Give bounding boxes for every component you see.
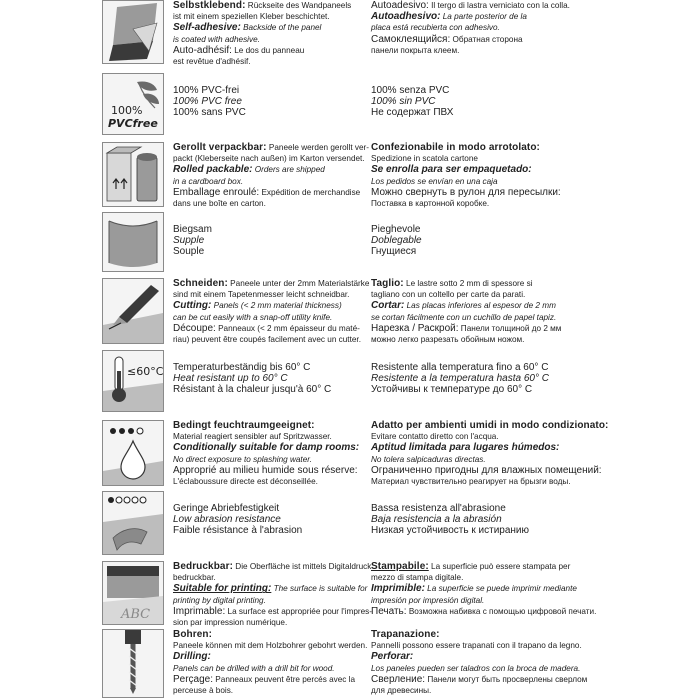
line-lead: Trapanazione: bbox=[371, 629, 440, 640]
line-lead: 100% senza PVC bbox=[371, 85, 450, 96]
text-line bbox=[173, 334, 361, 345]
text-line bbox=[371, 312, 586, 323]
abrasion-icon bbox=[102, 491, 164, 555]
text-line bbox=[173, 312, 358, 323]
line-rest: The surface is suitable for bbox=[271, 584, 368, 594]
line-lead: No direct exposure to splashing water. bbox=[173, 454, 312, 464]
line-lead: Selbstklebend: bbox=[173, 0, 246, 11]
line-lead: perceuse à bois. bbox=[173, 686, 234, 696]
section-0-right bbox=[371, 0, 586, 56]
text-line bbox=[173, 56, 358, 67]
line-lead: 100% sans PVC bbox=[173, 107, 246, 119]
property-row-drilling bbox=[0, 629, 696, 696]
text-line bbox=[371, 300, 586, 311]
line-lead: Bassa resistenza all'abrasione bbox=[371, 503, 506, 514]
property-row-self-adhesive bbox=[0, 0, 696, 66]
text-line bbox=[371, 142, 586, 153]
line-rest: Paneele unter der 2mm Materialstärke bbox=[227, 279, 370, 288]
supple-icon bbox=[102, 212, 164, 272]
line-rest: Панели толщиной до 2 мм bbox=[458, 323, 562, 333]
line-lead: Поставка в картонной коробке. bbox=[371, 199, 490, 209]
line-lead: placa está recubierta con adhesivo. bbox=[371, 23, 500, 33]
text-line bbox=[371, 373, 586, 384]
text-line bbox=[371, 164, 586, 175]
text-line bbox=[173, 186, 361, 198]
line-lead: Evitare contatto diretto con l'acqua. bbox=[371, 432, 499, 442]
line-rest: Expédition de merchandise bbox=[259, 187, 361, 197]
text-line bbox=[371, 278, 586, 289]
line-lead: Souple bbox=[173, 246, 205, 258]
section-8-left bbox=[173, 561, 372, 628]
section-3-right bbox=[371, 224, 586, 258]
text-line bbox=[371, 420, 609, 431]
text-line bbox=[371, 640, 586, 651]
text-line bbox=[371, 289, 586, 300]
section-9-left bbox=[173, 629, 368, 696]
text-line bbox=[371, 246, 586, 257]
text-line bbox=[173, 11, 358, 22]
text-line bbox=[173, 323, 358, 334]
line-lead: can be cut easily with a snap-off utility knife. bbox=[173, 312, 333, 322]
line-lead: Rolled packable: bbox=[173, 164, 253, 176]
text-line bbox=[173, 278, 370, 289]
text-line bbox=[371, 224, 586, 235]
drilling-icon bbox=[102, 629, 164, 698]
line-lead: Geringe Abriebfestigkeit bbox=[173, 503, 280, 514]
text-line bbox=[371, 11, 586, 22]
text-line bbox=[371, 454, 586, 465]
line-rest: La parte posterior de la bbox=[440, 12, 527, 22]
line-rest: Panneaux peuvent être percés avec la bbox=[213, 674, 356, 684]
line-lead: Temperaturbeständig bis 60° C bbox=[173, 362, 311, 373]
line-lead: Сверление: bbox=[371, 673, 426, 685]
line-lead: No tolera salpicaduras directas. bbox=[371, 454, 486, 464]
line-lead: Cortar: bbox=[371, 300, 405, 312]
text-line bbox=[371, 503, 586, 514]
line-lead: L'éclaboussure directe est déconseillée. bbox=[173, 477, 318, 487]
section-3-left bbox=[173, 224, 358, 258]
section-2-right bbox=[371, 142, 586, 209]
line-lead: Не содержат ПВХ bbox=[371, 107, 454, 119]
line-rest: Paneele werden gerollt ver- bbox=[266, 143, 370, 152]
text-line bbox=[371, 22, 586, 33]
line-rest: Панели могут быть просверлены сверлом bbox=[425, 674, 588, 684]
text-line bbox=[173, 300, 358, 311]
text-line bbox=[371, 176, 586, 187]
line-lead: se cortan fácilmente con un cuchillo de papel tapiz. bbox=[371, 312, 557, 322]
text-line bbox=[173, 674, 358, 685]
line-lead: можно легко разрезать обойным ножом. bbox=[371, 335, 525, 345]
line-lead: riau) peuvent être coupés facilement avec un cutter. bbox=[173, 335, 361, 345]
section-6-right bbox=[371, 420, 609, 487]
line-lead: est revêtue d'adhésif. bbox=[173, 57, 251, 67]
text-line bbox=[173, 164, 358, 175]
section-0-left bbox=[173, 0, 358, 67]
text-line bbox=[173, 605, 372, 617]
line-lead: Самоклеящийся: bbox=[371, 33, 451, 45]
line-lead: Material reagiert sensibler auf Spritzwasser. bbox=[173, 432, 332, 442]
text-line bbox=[173, 442, 358, 453]
line-lead: Stampabile: bbox=[371, 561, 429, 572]
line-lead: Perforar: bbox=[371, 651, 414, 663]
line-lead: in a cardboard box. bbox=[173, 176, 244, 186]
text-line bbox=[371, 198, 586, 209]
line-lead: Pannelli possono essere trapanati con il trapano da legno. bbox=[371, 641, 582, 651]
property-row-printing bbox=[0, 561, 696, 627]
line-lead: Panels can be drilled with a drill bit for wood. bbox=[173, 663, 335, 673]
line-rest: Rückseite des Wandpaneels bbox=[245, 1, 352, 10]
text-line bbox=[173, 651, 358, 662]
line-lead: панели покрыта клеем. bbox=[371, 45, 460, 55]
text-line bbox=[173, 34, 358, 45]
text-line bbox=[173, 514, 358, 525]
line-lead: Adatto per ambienti umidi in modo condizionato: bbox=[371, 420, 609, 431]
line-lead: Pieghevole bbox=[371, 224, 421, 235]
text-line bbox=[173, 235, 358, 246]
text-line bbox=[173, 153, 365, 164]
line-lead: Résistant à la chaleur jusqu'à 60° C bbox=[173, 384, 332, 396]
text-line bbox=[371, 107, 586, 118]
text-line bbox=[371, 442, 586, 453]
line-lead: Bedingt feuchtraumgeeignet: bbox=[173, 420, 315, 431]
line-rest: Il tergo di lastra verniciato con la colla. bbox=[428, 1, 570, 10]
property-row-pvc-free bbox=[0, 73, 696, 137]
line-lead: ist mit einem speziellen Kleber beschichtet. bbox=[173, 12, 330, 22]
line-rest: Panels (< 2 mm material thickness) bbox=[211, 301, 342, 311]
temperature-label: ≤60°C bbox=[127, 365, 164, 378]
line-lead: Paneele können mit dem Holzbohrer gebohrt werden. bbox=[173, 641, 368, 651]
text-line bbox=[173, 583, 368, 595]
line-lead: Schneiden: bbox=[173, 278, 228, 289]
text-line bbox=[173, 362, 358, 373]
property-row-abrasion bbox=[0, 491, 696, 557]
property-row-temperature bbox=[0, 350, 696, 414]
line-lead: Autoadesivo: bbox=[371, 0, 429, 11]
line-lead: printing by digital printing. bbox=[173, 595, 266, 605]
section-7-left bbox=[173, 503, 358, 537]
line-lead: Self-adhesive: bbox=[173, 22, 241, 34]
text-line bbox=[173, 640, 368, 651]
section-4-left bbox=[173, 278, 370, 345]
line-lead: Ограниченно пригодны для влажных помещений: bbox=[371, 464, 602, 476]
text-line bbox=[371, 431, 586, 442]
text-line bbox=[371, 96, 586, 107]
text-line bbox=[173, 503, 358, 514]
section-7-right bbox=[371, 503, 586, 537]
line-lead: 100% PVC-frei bbox=[173, 85, 240, 96]
text-line bbox=[173, 289, 358, 300]
text-line bbox=[173, 384, 358, 395]
line-lead: Emballage enroulé: bbox=[173, 186, 260, 198]
line-lead: sion par impression numérique. bbox=[173, 618, 288, 628]
text-line bbox=[173, 198, 358, 209]
section-6-left bbox=[173, 420, 358, 487]
text-line bbox=[173, 431, 358, 442]
line-lead: packt (Kleberseite nach außen) im Karton versendet. bbox=[173, 154, 365, 164]
text-line bbox=[173, 45, 358, 56]
text-line bbox=[371, 561, 586, 572]
text-line bbox=[173, 373, 358, 384]
rolled-packable-icon bbox=[102, 142, 164, 207]
line-lead: is coated with adhesive. bbox=[173, 34, 260, 44]
line-lead: Biegsam bbox=[173, 224, 212, 235]
line-rest: Backside of the panel bbox=[240, 23, 322, 33]
text-line bbox=[371, 674, 586, 685]
line-lead: Bohren: bbox=[173, 629, 213, 640]
line-lead: Découpe: bbox=[173, 322, 216, 334]
line-lead: impresión por impresión digital. bbox=[371, 595, 485, 605]
text-line bbox=[173, 561, 372, 572]
line-lead: Autoadhesivo: bbox=[371, 11, 441, 23]
line-rest: Возможна набивка с помощью цифровой печати. bbox=[406, 606, 597, 616]
text-line bbox=[173, 454, 358, 465]
text-line bbox=[371, 476, 586, 487]
cutting-icon bbox=[102, 278, 164, 344]
line-rest: La surface est appropriée pour l'impres- bbox=[225, 606, 372, 616]
pvc-top-label: 100% bbox=[111, 104, 143, 117]
line-lead: Материал чувствительно реагирует на брызги воды. bbox=[371, 477, 571, 487]
line-lead: Gerollt verpackbar: bbox=[173, 142, 267, 153]
text-line bbox=[371, 0, 586, 11]
line-rest: Обратная сторона bbox=[450, 34, 523, 44]
line-lead: Suitable for printing: bbox=[173, 583, 272, 595]
line-rest: Panneaux (< 2 mm épaisseur du maté- bbox=[215, 323, 360, 333]
line-lead: Los pedidos se envían en una caja bbox=[371, 176, 498, 186]
text-line bbox=[173, 465, 358, 476]
pvc-free-icon bbox=[102, 73, 164, 135]
line-lead: Baja resistencia a la abrasión bbox=[371, 514, 502, 526]
section-5-right bbox=[371, 362, 586, 396]
text-line bbox=[371, 525, 586, 536]
line-lead: tagliano con un coltello per carte da parati. bbox=[371, 290, 526, 300]
section-1-left bbox=[173, 85, 358, 119]
text-line bbox=[173, 224, 358, 235]
text-line bbox=[173, 420, 358, 431]
text-line bbox=[173, 96, 358, 107]
text-line bbox=[371, 514, 586, 525]
line-lead: Los paneles pueden ser taladros con la broca de madera. bbox=[371, 663, 581, 673]
line-rest: Die Oberfläche ist mittels Digitaldruck bbox=[233, 562, 372, 571]
text-line bbox=[173, 617, 358, 628]
line-lead: Se enrolla para ser empaquetado: bbox=[371, 164, 532, 176]
text-line bbox=[371, 362, 586, 373]
text-line bbox=[173, 107, 358, 118]
line-lead: Heat resistant up to 60° C bbox=[173, 373, 288, 385]
printing-sample-text: ABC bbox=[121, 607, 151, 622]
text-line bbox=[371, 45, 586, 56]
text-line bbox=[371, 187, 586, 198]
property-row-rolled-packable bbox=[0, 142, 696, 207]
text-line bbox=[173, 629, 358, 640]
text-line bbox=[173, 85, 358, 96]
text-line bbox=[173, 663, 358, 674]
temperature-icon bbox=[102, 350, 164, 412]
text-line bbox=[371, 595, 586, 606]
section-2-left bbox=[173, 142, 370, 209]
text-line bbox=[371, 583, 586, 594]
text-line bbox=[173, 476, 358, 487]
line-lead: Drilling: bbox=[173, 651, 211, 663]
text-line bbox=[173, 572, 358, 583]
text-line bbox=[173, 176, 358, 187]
line-lead: Supple bbox=[173, 235, 205, 247]
line-lead: bedruckbar. bbox=[173, 573, 216, 583]
text-line bbox=[173, 595, 358, 606]
line-rest: Orders are shipped bbox=[252, 165, 325, 175]
line-rest: Le lastre sotto 2 mm di spessore si bbox=[403, 279, 533, 288]
text-line bbox=[371, 605, 597, 617]
section-1-right bbox=[371, 85, 586, 119]
text-line bbox=[173, 525, 358, 536]
line-rest: La superficie se puede imprimir mediante bbox=[424, 584, 577, 594]
text-line bbox=[371, 323, 586, 334]
line-lead: Imprimable: bbox=[173, 605, 226, 617]
line-rest: Le dos du panneau bbox=[231, 45, 305, 55]
text-line bbox=[371, 629, 586, 640]
line-lead: Cutting: bbox=[173, 300, 212, 312]
line-lead: Faible résistance à l'abrasion bbox=[173, 525, 303, 537]
line-lead: sind mit einem Tapetenmesser leicht schneidbar. bbox=[173, 290, 350, 300]
line-lead: Aptitud limitada para lugares húmedos: bbox=[371, 442, 560, 454]
line-lead: Low abrasion resistance bbox=[173, 514, 281, 526]
line-lead: Гнущиеся bbox=[371, 246, 417, 258]
property-row-supple bbox=[0, 212, 696, 274]
line-lead: Устойчивы к температуре до 60° C bbox=[371, 384, 533, 396]
text-line bbox=[173, 142, 370, 153]
text-line bbox=[371, 384, 586, 395]
line-lead: для древесины. bbox=[371, 686, 432, 696]
line-lead: Confezionabile in modo arrotolato: bbox=[371, 142, 540, 153]
text-line bbox=[371, 334, 586, 345]
section-5-left bbox=[173, 362, 358, 396]
line-lead: Auto-adhésif: bbox=[173, 44, 232, 56]
text-line bbox=[371, 235, 586, 246]
text-line bbox=[173, 22, 358, 33]
text-line bbox=[371, 572, 586, 583]
line-lead: Perçage: bbox=[173, 673, 214, 685]
line-lead: Doblegable bbox=[371, 235, 422, 247]
line-lead: Spedizione in scatola cartone bbox=[371, 154, 478, 164]
line-lead: Можно свернуть в рулон для пересылки: bbox=[371, 186, 561, 198]
line-lead: 100% PVC free bbox=[173, 96, 242, 108]
line-lead: mezzo di stampa digitale. bbox=[371, 573, 464, 583]
text-line bbox=[173, 0, 358, 11]
line-rest: Las placas inferiores al espesor de 2 mm bbox=[404, 301, 556, 311]
pvc-bottom-label: PVCfree bbox=[108, 117, 158, 130]
line-lead: Печать: bbox=[371, 605, 407, 617]
line-lead: Нарезка / Раскрой: bbox=[371, 322, 459, 334]
text-line bbox=[371, 685, 586, 696]
section-9-right bbox=[371, 629, 586, 696]
text-line bbox=[371, 651, 586, 662]
line-lead: dans une boîte en carton. bbox=[173, 199, 266, 209]
line-lead: Imprimible: bbox=[371, 583, 425, 595]
line-lead: Conditionally suitable for damp rooms: bbox=[173, 442, 360, 454]
self-adhesive-icon bbox=[102, 0, 164, 64]
line-lead: Taglio: bbox=[371, 278, 404, 289]
text-line bbox=[371, 153, 586, 164]
text-line bbox=[173, 246, 358, 257]
line-lead: Resistente a la temperatura hasta 60° C bbox=[371, 373, 549, 385]
line-rest: La superficie può essere stampata per bbox=[428, 562, 571, 571]
property-row-damp-rooms bbox=[0, 420, 696, 488]
text-line bbox=[371, 464, 602, 476]
line-lead: Низкая устойчивость к истиранию bbox=[371, 525, 530, 537]
printing-icon bbox=[102, 561, 164, 625]
text-line bbox=[371, 663, 586, 674]
property-row-cutting bbox=[0, 278, 696, 346]
line-lead: Bedruckbar: bbox=[173, 561, 234, 572]
text-line bbox=[173, 685, 358, 696]
line-lead: 100% sin PVC bbox=[371, 96, 436, 108]
section-4-right bbox=[371, 278, 586, 345]
line-lead: Approprié au milieu humide sous réserve: bbox=[173, 464, 358, 476]
line-lead: Resistente alla temperatura fino a 60° C bbox=[371, 362, 549, 373]
text-line bbox=[371, 85, 586, 96]
section-8-right bbox=[371, 561, 597, 617]
text-line bbox=[371, 34, 586, 45]
damp-rooms-icon bbox=[102, 420, 164, 486]
